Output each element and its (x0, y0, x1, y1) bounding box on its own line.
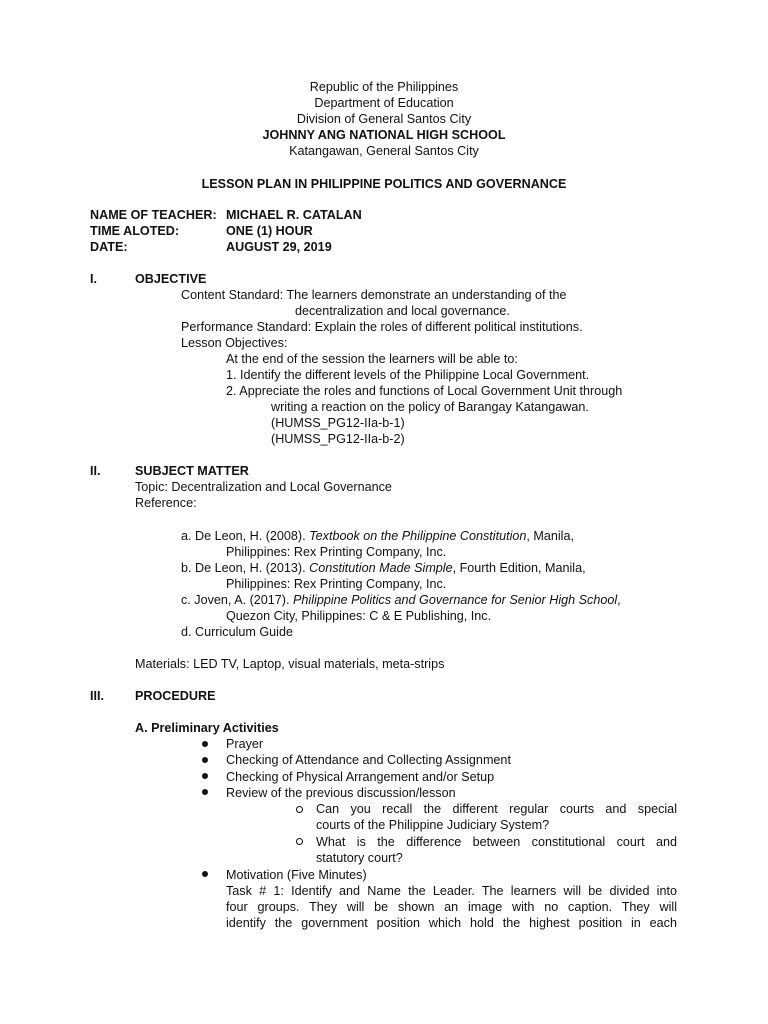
teacher-value: MICHAEL R. CATALAN (226, 208, 362, 222)
reference-a-cont: Philippines: Rex Printing Company, Inc. (226, 545, 447, 559)
task-line-1: Task # 1: Identify and Name the Leader. The learners will be divided into (226, 884, 677, 898)
section-2-heading: SUBJECT MATTER (135, 464, 249, 478)
list-item-prayer: Prayer (226, 737, 264, 751)
reference-c-cont: Quezon City, Philippines: C & E Publishing, Inc. (226, 609, 492, 623)
review-question-2-cont: statutory court? (316, 851, 403, 865)
bullet-icon (202, 741, 208, 747)
section-2-number: II. (90, 464, 101, 478)
content-standard: Content Standard: The learners demonstrate an understanding of the (181, 288, 567, 302)
list-item-arrangement: Checking of Physical Arrangement and/or Setup (226, 770, 495, 784)
competency-code-1: (HUMSS_PG12-IIa-b-1) (271, 416, 405, 430)
reference-b-title: Constitution Made Simple (309, 561, 453, 575)
document-title: LESSON PLAN IN PHILIPPINE POLITICS AND GOVERNANCE (201, 177, 567, 191)
review-question-1: Can you recall the different regular courts and special (316, 802, 677, 816)
time-value: ONE (1) HOUR (226, 224, 313, 238)
section-1-number: I. (90, 272, 97, 286)
teacher-label: NAME OF TEACHER: (90, 208, 217, 222)
time-label: TIME ALOTED: (90, 224, 180, 238)
list-item-review: Review of the previous discussion/lesson (226, 786, 456, 800)
materials: Materials: LED TV, Laptop, visual materials, meta-strips (135, 657, 445, 671)
bullet-icon (202, 773, 208, 779)
section-1-heading: OBJECTIVE (135, 272, 207, 286)
reference-d: d. Curriculum Guide (181, 625, 293, 639)
lesson-objectives-label: Lesson Objectives: (181, 336, 288, 350)
reference-b: b. De Leon, H. (2013). Constitution Made Simple, Fourth Edition, Manila, (181, 561, 586, 575)
reference-a-title: Textbook on the Philippine Constitution (309, 529, 527, 543)
review-question-1-cont: courts of the Philippine Judiciary System? (316, 818, 550, 832)
reference-c-title: Philippine Politics and Governance for Senior High School (293, 593, 618, 607)
bullet-icon (202, 789, 208, 795)
circle-bullet-icon (296, 838, 303, 845)
section-3-heading: PROCEDURE (135, 689, 216, 703)
task-line-3: identify the government position which hold the highest position in each (226, 916, 677, 930)
list-item-motivation: Motivation (Five Minutes) (226, 868, 367, 882)
objective-1: 1. Identify the different levels of the Philippine Local Government. (226, 368, 590, 382)
bullet-icon (202, 757, 208, 763)
content-standard-cont: decentralization and local governance. (295, 304, 510, 318)
section-3-number: III. (90, 689, 104, 703)
objective-2-cont: writing a reaction on the policy of Barangay Katangawan. (271, 400, 589, 414)
list-item-attendance: Checking of Attendance and Collecting Assignment (226, 753, 511, 767)
task-line-2: four groups. They will be shown an image with no caption. They will (226, 900, 677, 914)
review-question-2: What is the difference between constitutional court and (316, 835, 677, 849)
reference-label: Reference: (135, 496, 197, 510)
objectives-intro: At the end of the session the learners will be able to: (226, 352, 518, 366)
reference-b-cont: Philippines: Rex Printing Company, Inc. (226, 577, 447, 591)
preliminary-activities: A. Preliminary Activities (135, 721, 279, 735)
reference-a: a. De Leon, H. (2008). Textbook on the Philippine Constitution, Manila, (181, 529, 574, 543)
header-school: JOHNNY ANG NATIONAL HIGH SCHOOL (262, 128, 506, 142)
header-department: Department of Education (314, 96, 454, 110)
performance-standard: Performance Standard: Explain the roles of different political institutions. (181, 320, 583, 334)
date-value: AUGUST 29, 2019 (226, 240, 332, 254)
circle-bullet-icon (296, 806, 303, 813)
header-address: Katangawan, General Santos City (289, 144, 479, 158)
objective-2: 2. Appreciate the roles and functions of Local Government Unit through (226, 384, 623, 398)
date-label: DATE: (90, 240, 128, 254)
reference-c: c. Joven, A. (2017). Philippine Politics and Governance for Senior High School, (181, 593, 621, 607)
header-republic: Republic of the Philippines (309, 80, 459, 94)
competency-code-2: (HUMSS_PG12-IIa-b-2) (271, 432, 405, 446)
header-division: Division of General Santos City (296, 112, 472, 126)
bullet-icon (202, 871, 208, 877)
topic: Topic: Decentralization and Local Governance (135, 480, 392, 494)
